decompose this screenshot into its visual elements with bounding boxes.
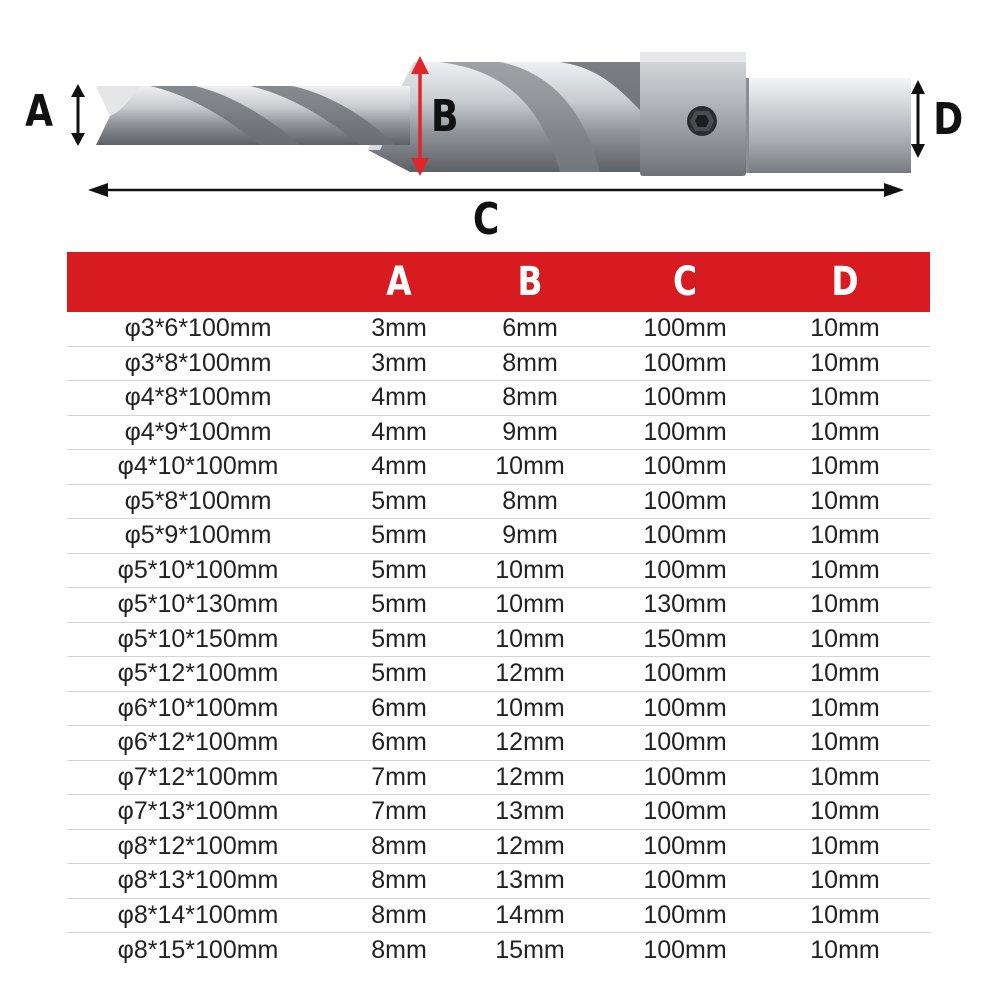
cell-b: 8mm (502, 348, 558, 377)
header-cell-d: D (831, 259, 859, 305)
cell-c: 130mm (643, 590, 727, 619)
cell-c: 100mm (643, 659, 727, 688)
cell-c: 100mm (643, 762, 727, 791)
cell-d: 10mm (810, 935, 880, 964)
cell-model: φ7*13*100mm (117, 797, 279, 826)
label-c: C (472, 194, 500, 245)
cell-a: 8mm (371, 831, 427, 860)
label-b: B (431, 91, 459, 142)
cell-d: 10mm (810, 555, 880, 584)
cell-a: 5mm (371, 521, 427, 550)
label-d: D (933, 94, 964, 145)
cell-c: 100mm (643, 555, 727, 584)
cell-c: 100mm (643, 417, 727, 446)
cell-c: 100mm (643, 935, 727, 964)
cell-model: φ4*9*100mm (124, 417, 272, 446)
spec-table (67, 252, 930, 968)
cell-d: 10mm (810, 728, 880, 757)
cell-a: 6mm (371, 693, 427, 722)
cell-model: φ8*13*100mm (117, 866, 279, 895)
cell-b: 10mm (495, 452, 565, 481)
cell-a: 4mm (371, 452, 427, 481)
table-row (67, 554, 930, 589)
table-row (67, 692, 930, 727)
cell-b: 10mm (495, 624, 565, 653)
cell-d: 10mm (810, 348, 880, 377)
cell-b: 8mm (502, 383, 558, 412)
cell-model: φ7*12*100mm (117, 762, 279, 791)
header-cell-b: B (517, 259, 543, 305)
cell-b: 12mm (495, 762, 565, 791)
table-body (67, 312, 930, 968)
cell-model: φ8*15*100mm (117, 935, 279, 964)
cell-d: 10mm (810, 831, 880, 860)
cell-model: φ5*10*100mm (117, 555, 279, 584)
table-header (67, 252, 930, 312)
table-row (67, 416, 930, 451)
cell-a: 6mm (371, 728, 427, 757)
cell-c: 100mm (643, 521, 727, 550)
header-cell-a: A (386, 259, 412, 305)
cell-c: 100mm (643, 314, 727, 343)
drill-bit-diagram (0, 0, 1001, 250)
cell-c: 100mm (643, 728, 727, 757)
label-a: A (25, 86, 53, 137)
cell-b: 10mm (495, 555, 565, 584)
cell-model: φ3*6*100mm (124, 314, 272, 343)
cell-model: φ5*9*100mm (124, 521, 272, 550)
cell-model: φ3*8*100mm (124, 348, 272, 377)
cell-c: 100mm (643, 348, 727, 377)
cell-a: 3mm (371, 314, 427, 343)
cell-d: 10mm (810, 314, 880, 343)
cell-b: 10mm (495, 693, 565, 722)
cell-d: 10mm (810, 383, 880, 412)
cell-a: 7mm (371, 797, 427, 826)
table-row (67, 899, 930, 934)
cell-d: 10mm (810, 521, 880, 550)
cell-d: 10mm (810, 624, 880, 653)
cell-c: 100mm (643, 486, 727, 515)
table-row (67, 795, 930, 830)
cell-b: 10mm (495, 590, 565, 619)
table-row (67, 588, 930, 623)
header-cell-c: C (672, 259, 698, 305)
cell-b: 9mm (502, 521, 558, 550)
dimension-d-arrow (911, 80, 925, 158)
cell-model: φ4*8*100mm (124, 383, 272, 412)
table-row (67, 864, 930, 899)
cell-b: 13mm (495, 866, 565, 895)
table-row (67, 623, 930, 658)
table-row (67, 761, 930, 796)
cell-d: 10mm (810, 486, 880, 515)
pilot-drill (96, 86, 410, 145)
cell-d: 10mm (810, 762, 880, 791)
table-row (67, 519, 930, 554)
cell-a: 4mm (371, 383, 427, 412)
cell-model: φ8*14*100mm (117, 900, 279, 929)
table-row (67, 726, 930, 761)
cell-model: φ5*10*130mm (117, 590, 279, 619)
cell-c: 100mm (643, 693, 727, 722)
dimension-a-arrow (71, 84, 85, 146)
cell-model: φ8*12*100mm (117, 831, 279, 860)
cell-a: 4mm (371, 417, 427, 446)
cell-a: 5mm (371, 486, 427, 515)
cell-c: 100mm (643, 452, 727, 481)
table-row (67, 830, 930, 865)
cell-model: φ6*12*100mm (117, 728, 279, 757)
shank (745, 78, 911, 173)
cell-c: 100mm (643, 831, 727, 860)
cell-d: 10mm (810, 866, 880, 895)
table-row (67, 450, 930, 485)
cell-a: 8mm (371, 900, 427, 929)
cell-a: 5mm (371, 659, 427, 688)
table-row (67, 312, 930, 347)
drill-bit-illustration (0, 0, 1001, 250)
table-row (67, 347, 930, 382)
cell-b: 14mm (495, 900, 565, 929)
cell-c: 100mm (643, 797, 727, 826)
cell-d: 10mm (810, 659, 880, 688)
cell-a: 8mm (371, 935, 427, 964)
table-row (67, 381, 930, 416)
cell-b: 13mm (495, 797, 565, 826)
cell-c: 100mm (643, 900, 727, 929)
stop-collar (640, 52, 746, 176)
cell-a: 5mm (371, 590, 427, 619)
table-row (67, 933, 930, 968)
cell-b: 8mm (502, 486, 558, 515)
cell-b: 9mm (502, 417, 558, 446)
cell-b: 12mm (495, 831, 565, 860)
cell-a: 3mm (371, 348, 427, 377)
cell-b: 15mm (495, 935, 565, 964)
cell-model: φ5*12*100mm (117, 659, 279, 688)
cell-a: 8mm (371, 866, 427, 895)
cell-a: 5mm (371, 624, 427, 653)
table-row (67, 657, 930, 692)
cell-d: 10mm (810, 417, 880, 446)
cell-c: 100mm (643, 866, 727, 895)
cell-a: 7mm (371, 762, 427, 791)
cell-b: 6mm (502, 314, 558, 343)
cell-d: 10mm (810, 590, 880, 619)
cell-c: 100mm (643, 383, 727, 412)
cell-c: 150mm (643, 624, 727, 653)
cell-d: 10mm (810, 797, 880, 826)
cell-a: 5mm (371, 555, 427, 584)
cell-model: φ5*10*150mm (117, 624, 279, 653)
cell-b: 12mm (495, 659, 565, 688)
table-row (67, 485, 930, 520)
cell-d: 10mm (810, 900, 880, 929)
cell-b: 12mm (495, 728, 565, 757)
cell-model: φ4*10*100mm (117, 452, 279, 481)
cell-d: 10mm (810, 693, 880, 722)
cell-model: φ5*8*100mm (124, 486, 272, 515)
cell-model: φ6*10*100mm (117, 693, 279, 722)
cell-d: 10mm (810, 452, 880, 481)
